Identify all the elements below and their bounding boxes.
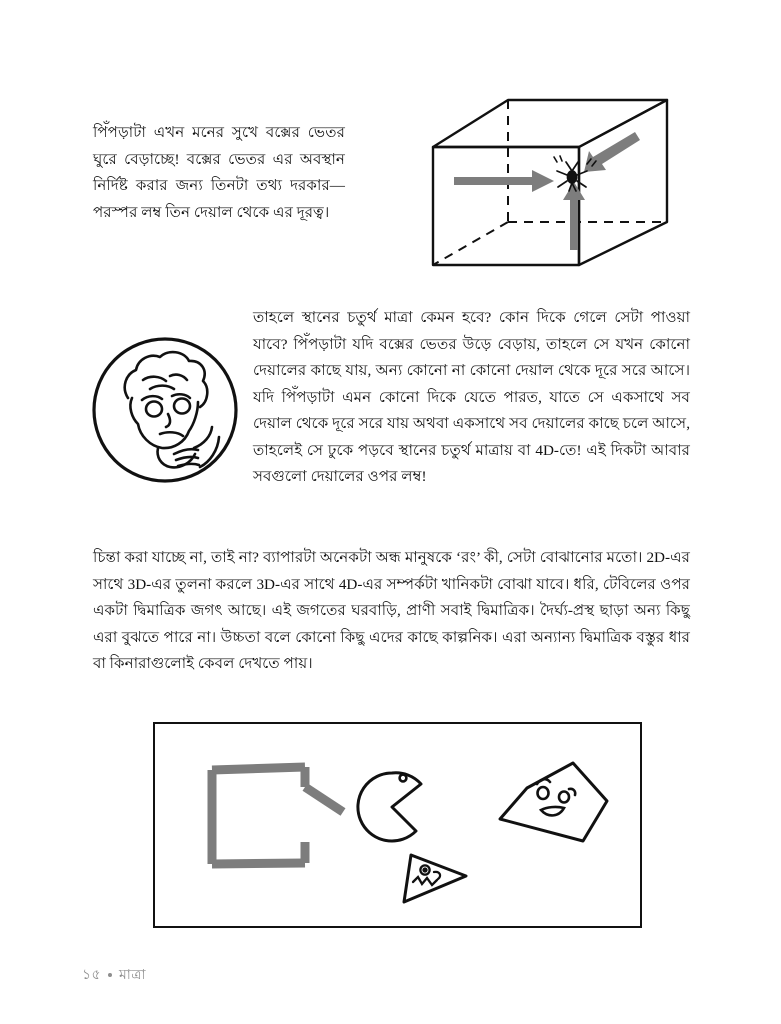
face-circle-border [94, 339, 236, 481]
cube-illustration [420, 92, 690, 287]
thinking-face-figure [88, 332, 243, 492]
triangle-face-creature [404, 855, 466, 902]
arrow-from-below [563, 182, 585, 250]
footer-separator-dot [108, 973, 112, 977]
page-number: ১৫ [82, 968, 101, 983]
pacman-circle-creature [358, 773, 421, 841]
page-footer [82, 963, 146, 987]
flatland-figure [153, 722, 642, 928]
pentagon-face-creature [500, 763, 607, 841]
arrow-from-left [454, 170, 554, 192]
cube-figure [420, 92, 690, 287]
thinking-paragraph: তাহলে স্থানের চতুর্থ মাত্রা কেমন হবে? কোন দিকে গেলে সেটা পাওয়া যাবে? পিঁপড়াটা যদি বক্সের ভেতর উড়ে বেড়ায়, তাহলে সে যখন কোনো দেয়ালের কাছে যায়, অন্য কোনো না কোনো দেয়াল থেকে দূরে সরে আসে। যদি পিঁপড়াটা এমন কোনো দিকে যেতে পারত, যাতে সে একসাথে সব দেয়াল থেকে দূরে সরে যায় অথবা একসাথে সব দেয়ালের কাছে চলে আসে, তাহলেই সে ঢুকে পড়বে স্থানের চতুর্থ মাত্রায় বা 4D-তে! এই দিকটা আবার সবগুলো দেয়ালের ওপর লম্ব! [253, 309, 690, 485]
comparison-paragraph: চিন্তা করা যাচ্ছে না, তাই না? ব্যাপারটা অনেকটা অন্ধ মানুষকে ‘রং’ কী, সেটা বোঝানোর মতো। 2D-এর সাথে 3D-এর তুলনা করলে 3D-এর সাথে 4D-এর সম্পর্কটা খানিকটা বোঝা যাবে। ধরি, টেবিলের ওপর একটা দ্বিমাত্রিক জগৎ আছে। এই জগতের ঘরবাড়ি, প্রাণী সবাই দ্বিমাত্রিক। দৈর্ঘ্য-প্রস্থ ছাড়া অন্য কিছু এরা বুঝতে পারে না। উচ্চতা বলে কোনো কিছু এদের কাছে কাল্পনিক। এরা অন্যান্য দ্বিমাত্রিক বস্তুর ধার বা কিনারাগুলোই কেবল দেখতে পায়। [93, 549, 690, 672]
book-title: মাত্রা [118, 968, 146, 983]
flatland-illustration [155, 724, 640, 926]
thinking-face-illustration [88, 332, 243, 492]
house-square-with-door [212, 767, 343, 864]
intro-paragraph: পিঁপড়াটা এখন মনের সুখে বক্সের ভেতর ঘুরে বেড়াচ্ছে! বক্সের ভেতর এর অবস্থান নির্দিষ্ট করার জন্য তিনটা তথ্য দরকার—পরস্পর লম্ব তিন দেয়াল থেকে এর দূরত্ব। [93, 124, 345, 221]
